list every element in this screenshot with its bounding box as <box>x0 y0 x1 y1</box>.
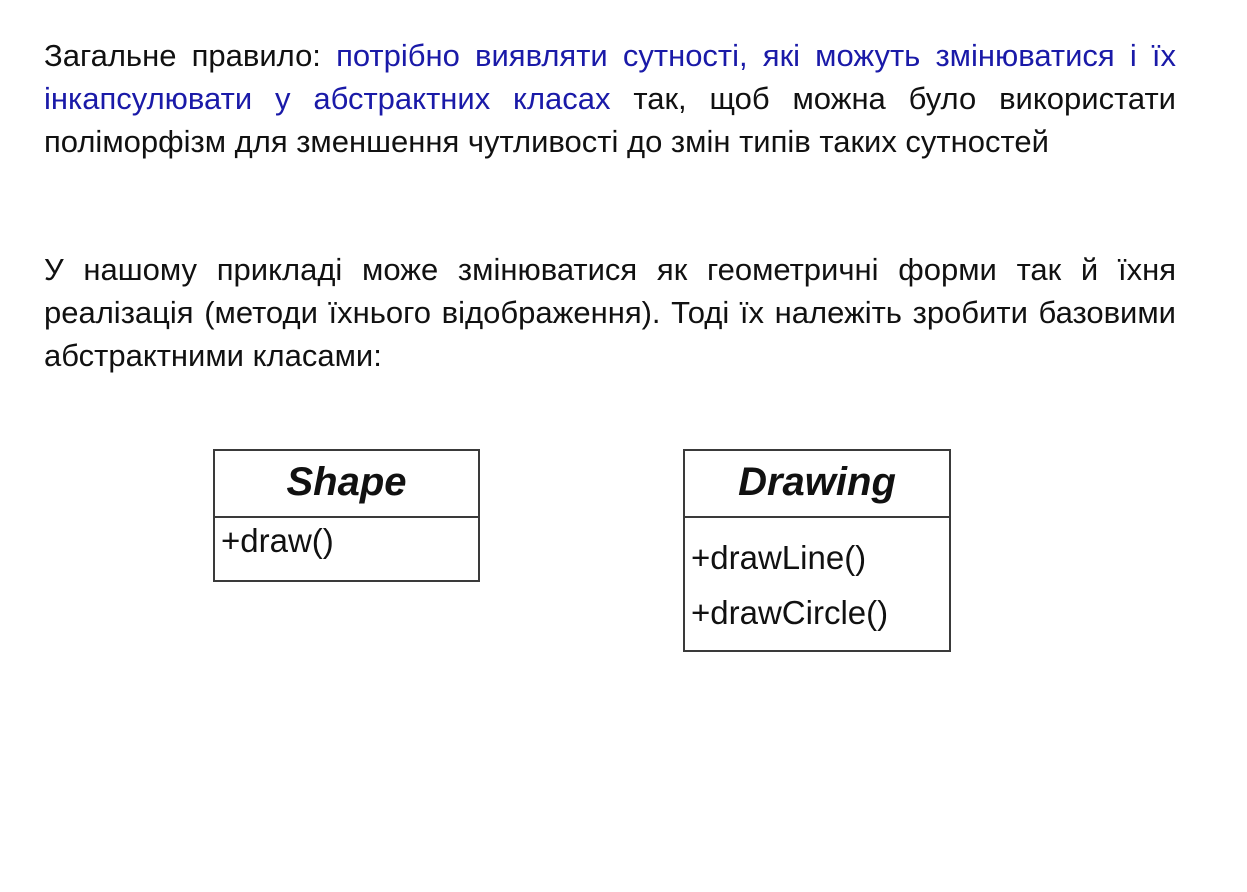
paragraph-lead: Загальне правило: <box>44 38 337 73</box>
paragraph-tail: так, щоб можна було використати поліморфізм для зменшення чутливості до змін типів таких сутностей <box>44 81 1176 159</box>
uml-methods-list <box>215 512 478 570</box>
paragraph-general-rule <box>44 34 1176 163</box>
uml-class-shape <box>213 449 480 582</box>
uml-class-name: Shape <box>215 451 478 518</box>
highlighted-rule-text: потрібно виявляти сутності, які можуть змінюватися і їх інкапсулювати у абстрактних класах <box>44 38 1177 116</box>
uml-method-drawcircle: +drawCircle() <box>691 594 889 631</box>
uml-method-drawline: +drawLine() <box>691 539 867 576</box>
uml-class-name: Drawing <box>685 451 949 518</box>
uml-methods-list <box>685 518 949 640</box>
uml-method-draw: +draw() <box>221 522 334 559</box>
uml-class-drawing <box>683 449 951 652</box>
paragraph-example: У нашому прикладі може змінюватися як геометричні форми так й їхня реалізація (методи їхнього відображення). Тоді їх належіть зробити базовими абстрактними класами: <box>44 252 1176 373</box>
